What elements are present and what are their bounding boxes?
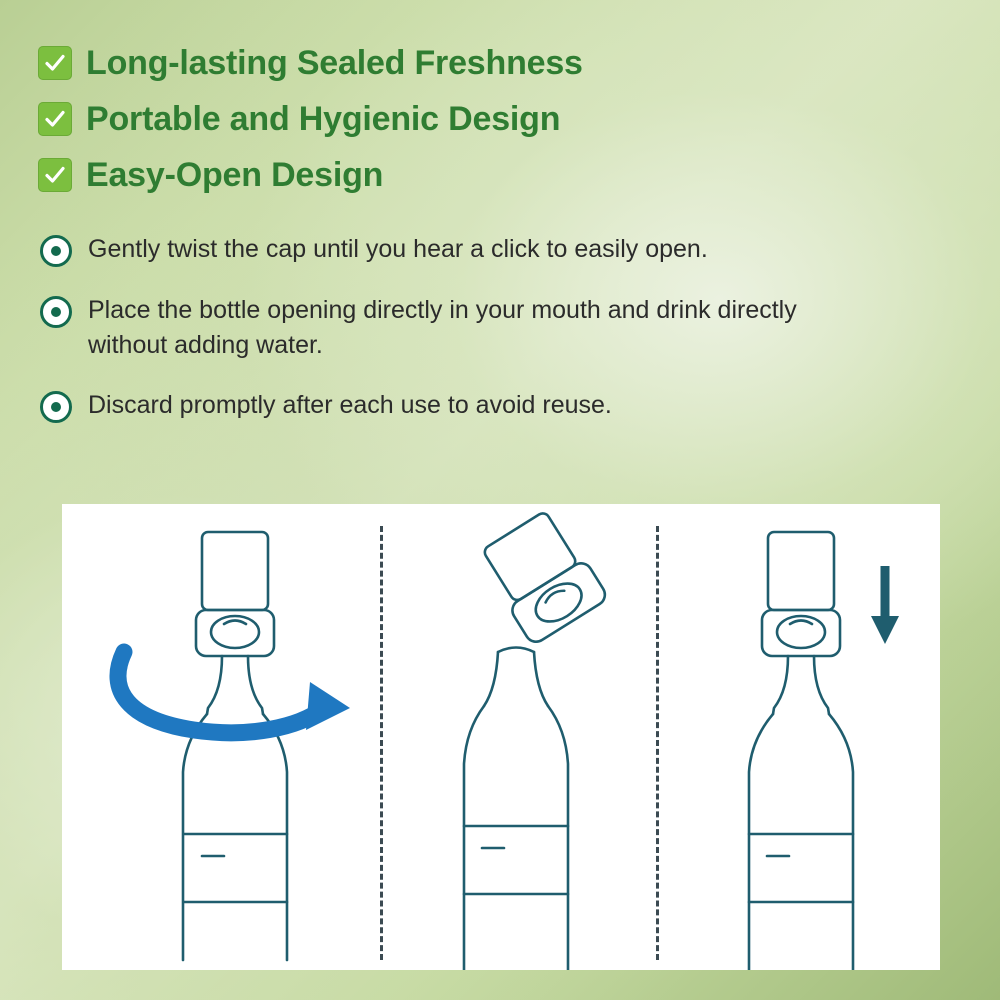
instruction-item bbox=[40, 388, 920, 423]
check-icon bbox=[38, 46, 72, 80]
twist-cap-step bbox=[98, 504, 368, 970]
feature-item bbox=[38, 96, 938, 142]
feature-label: Easy-Open Design bbox=[86, 155, 384, 194]
drink-step bbox=[674, 504, 924, 970]
instruction-text: Gently twist the cap until you hear a click to easily open. bbox=[88, 235, 708, 263]
rotation-arrow-icon bbox=[118, 652, 350, 733]
instruction-item bbox=[40, 232, 920, 267]
check-icon bbox=[38, 158, 72, 192]
panel-divider bbox=[656, 526, 659, 960]
usage-illustration-panel bbox=[62, 504, 940, 970]
panel-divider bbox=[380, 526, 383, 960]
instruction-text: Discard promptly after each use to avoid reuse. bbox=[88, 391, 612, 419]
instruction-text: Place the bottle opening directly in your mouth and drink directly without adding water. bbox=[88, 296, 797, 359]
feature-checklist bbox=[38, 40, 938, 208]
instruction-item bbox=[40, 293, 920, 362]
check-icon bbox=[38, 102, 72, 136]
feature-item bbox=[38, 40, 938, 86]
radio-bullet-icon bbox=[40, 235, 72, 267]
feature-item bbox=[38, 152, 938, 198]
down-arrow-icon bbox=[871, 566, 899, 644]
remove-cap-step bbox=[392, 504, 642, 970]
usage-instructions bbox=[40, 232, 920, 449]
radio-bullet-icon bbox=[40, 391, 72, 423]
feature-label: Portable and Hygienic Design bbox=[86, 99, 561, 138]
radio-bullet-icon bbox=[40, 296, 72, 328]
feature-label: Long-lasting Sealed Freshness bbox=[86, 43, 583, 82]
